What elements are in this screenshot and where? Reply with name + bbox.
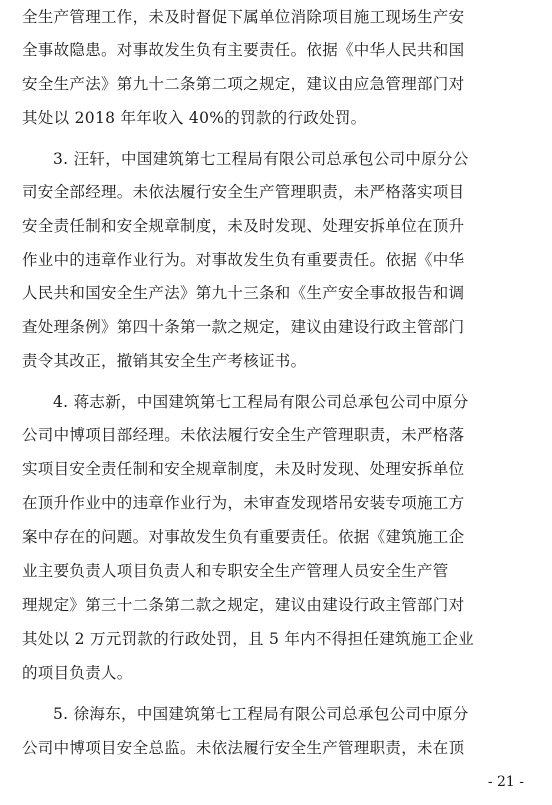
text-line-18: 理规定》第三十二条第二款之规定，建议由建设行政主管部门对 bbox=[22, 596, 465, 614]
text-line-7: 安全责任制和安全规章制度，未及时发现、处理安拆单位在顶升 bbox=[22, 217, 465, 235]
text-line-19: 其处以 2 万元罚款的行政处罚，且 5 年内不得担任建筑施工企业 bbox=[22, 630, 475, 648]
text-line-14: 实项目安全责任制和安全规章制度，未及时发现、处理安拆单位 bbox=[22, 460, 465, 478]
text-line-13: 公司中博项目部经理。未依法履行安全生产管理职责，未严格落 bbox=[22, 426, 465, 444]
text-line-2: 全事故隐患。对事故发生负有主要责任。依据《中华人民共和国 bbox=[22, 41, 465, 59]
text-line-15: 在顶升作业中的违章作业行为，未审查发现塔吊安装专项施工方 bbox=[22, 494, 465, 512]
text-line-4: 其处以 2018 年年收入 40%的罚款的行政处罚。 bbox=[22, 109, 367, 127]
text-line-12: 4. 蒋志新，中国建筑第七工程局有限公司总承包公司中原分 bbox=[53, 393, 469, 411]
text-line-22: 公司中博项目安全总监。未依法履行安全生产管理职责，未在顶 bbox=[22, 739, 465, 757]
page-number: - 21 - bbox=[487, 774, 524, 790]
text-line-20: 的项目负责人。 bbox=[22, 664, 133, 682]
text-line-3: 安全生产法》第九十二条第二项之规定，建议由应急管理部门对 bbox=[22, 75, 465, 93]
text-line-8: 作业中的违章作业行为。对事故发生负有重要责任。依据《中华 bbox=[22, 251, 465, 269]
text-line-9: 人民共和国安全生产法》第九十三条和《生产安全事故报告和调 bbox=[22, 284, 465, 302]
text-line-5: 3. 汪轩，中国建筑第七工程局有限公司总承包公司中原分公 bbox=[53, 150, 469, 168]
text-line-10: 查处理条例》第四十条第一款之规定，建议由建设行政主管部门 bbox=[22, 318, 465, 336]
text-line-16: 案中存在的问题。对事故发生负有重要责任。依据《建筑施工企 bbox=[22, 528, 465, 546]
text-line-17: 业主要负责人项目负责人和专职安全生产管理人员安全生产管 bbox=[22, 562, 449, 580]
text-line-11: 责令其改正，撤销其安全生产考核证书。 bbox=[22, 352, 307, 370]
text-line-6: 司安全部经理。未依法履行安全生产管理职责，未严格落实项目 bbox=[22, 183, 465, 201]
text-line-1: 全生产管理工作，未及时督促下属单位消除项目施工现场生产安 bbox=[22, 8, 465, 26]
text-line-21: 5. 徐海东，中国建筑第七工程局有限公司总承包公司中原分 bbox=[53, 705, 469, 723]
